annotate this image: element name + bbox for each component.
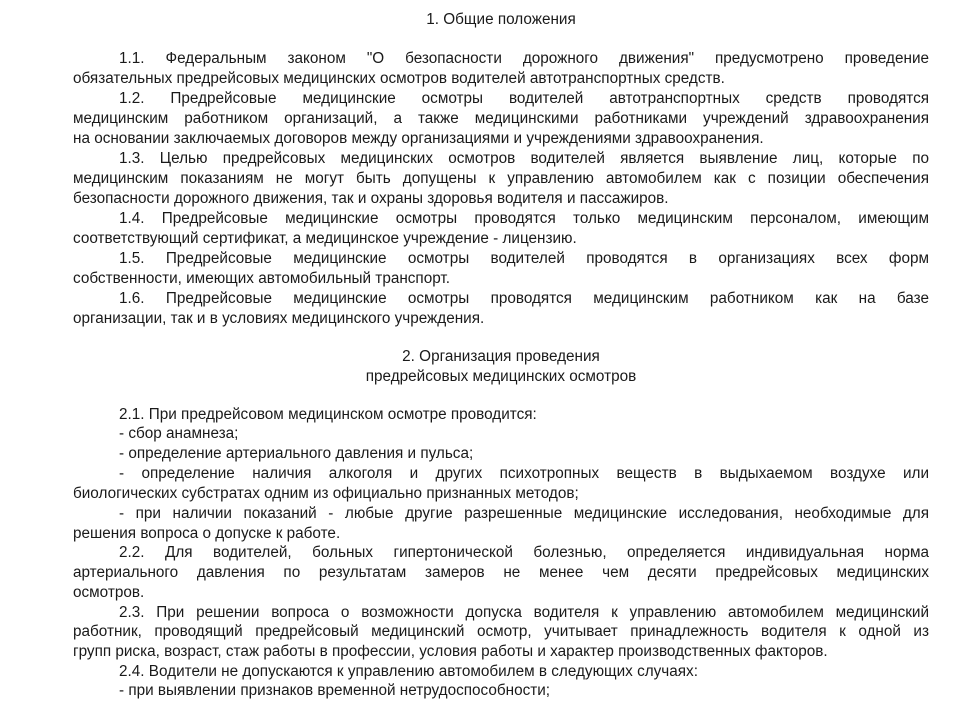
paragraph-2-3-line-2: работник, проводящий предрейсовый медицинский осмотр, учитывает принадлежность водителя к одной из xyxy=(73,623,929,640)
paragraph-1-4-line-2: соответствующий сертификат, а медицинское учреждение - лицензию. xyxy=(73,230,577,247)
paragraph-2-1-line-1: 2.1. При предрейсовом медицинском осмотре проводится: xyxy=(119,406,537,423)
paragraph-1-6-line-2: организации, так и в условиях медицинского учреждения. xyxy=(73,310,485,327)
list-item-anamnesis: - сбор анамнеза; xyxy=(119,425,239,442)
section-2-heading-line-2: предрейсовых медицинских осмотров xyxy=(365,368,637,385)
paragraph-1-3-line-2: медицинским показаниям не могут быть допущены к управлению автомобилем как с позиции обеспечения xyxy=(73,170,929,187)
paragraph-2-2-line-2: артериального давления по результатам замеров не менее чем десяти предрейсовых медицинских xyxy=(73,564,929,581)
paragraph-2-3-line-1: 2.3. При решении вопроса о возможности допуска водителя к управлению автомобилем медицинский xyxy=(119,604,929,621)
paragraph-2-2-line-3: осмотров. xyxy=(73,584,145,601)
paragraph-1-3-line-1: 1.3. Целью предрейсовых медицинских осмотров водителей является выявление лиц, которые по xyxy=(119,150,929,167)
paragraph-2-3-line-3: групп риска, возраст, стаж работы в профессии, условия работы и характер производственных факторов. xyxy=(73,643,828,660)
paragraph-1-2-line-1: 1.2. Предрейсовые медицинские осмотры водителей автотранспортных средств проводятся xyxy=(119,90,929,107)
paragraph-1-5-line-1: 1.5. Предрейсовые медицинские осмотры водителей проводятся в организациях всех форм xyxy=(119,250,929,267)
paragraph-1-3-line-3: безопасности дорожного движения, так и охраны здоровья водителя и пассажиров. xyxy=(73,190,669,207)
paragraph-1-1-line-1: 1.1. Федеральным законом "О безопасности дорожного движения" предусмотрено проведение xyxy=(119,50,929,67)
paragraph-2-2-line-1: 2.2. Для водителей, больных гипертонической болезнью, определяется индивидуальная норма xyxy=(119,544,929,561)
list-item-alcohol-line-2: биологических субстратах одним из официально признанных методов; xyxy=(73,485,579,502)
paragraph-2-4-line-1: 2.4. Водители не допускаются к управлению автомобилем в следующих случаях: xyxy=(119,663,698,680)
list-item-other-tests-line-2: решения вопроса о допуске к работе. xyxy=(73,525,341,542)
paragraph-1-1-line-2: обязательных предрейсовых медицинских осмотров водителей автотранспортных средств. xyxy=(73,70,725,87)
list-item-alcohol-line-1: - определение наличия алкоголя и других психотропных веществ в выдыхаемом воздухе или xyxy=(119,465,929,482)
paragraph-1-2-line-2: медицинским работником организаций, а также медицинскими работниками учреждений здравоохранения xyxy=(73,110,929,127)
list-item-other-tests-line-1: - при наличии показаний - любые другие разрешенные медицинские исследования, необходимые для xyxy=(119,505,929,522)
paragraph-1-5-line-2: собственности, имеющих автомобильный транспорт. xyxy=(73,270,450,287)
paragraph-1-2-line-3: на основании заключаемых договоров между организациями и учреждениями здравоохранения. xyxy=(73,130,764,147)
section-1-heading: 1. Общие положения xyxy=(426,11,576,28)
list-item-blood-pressure: - определение артериального давления и пульса; xyxy=(119,445,474,462)
paragraph-1-6-line-1: 1.6. Предрейсовые медицинские осмотры проводятся медицинским работником как на базе xyxy=(119,290,929,307)
paragraph-1-4-line-1: 1.4. Предрейсовые медицинские осмотры проводятся только медицинским персоналом, имеющим xyxy=(119,210,929,227)
list-item-temporary-incapacity: - при выявлении признаков временной нетрудоспособности; xyxy=(119,682,551,699)
section-2-heading-line-1: 2. Организация проведения xyxy=(402,348,600,365)
